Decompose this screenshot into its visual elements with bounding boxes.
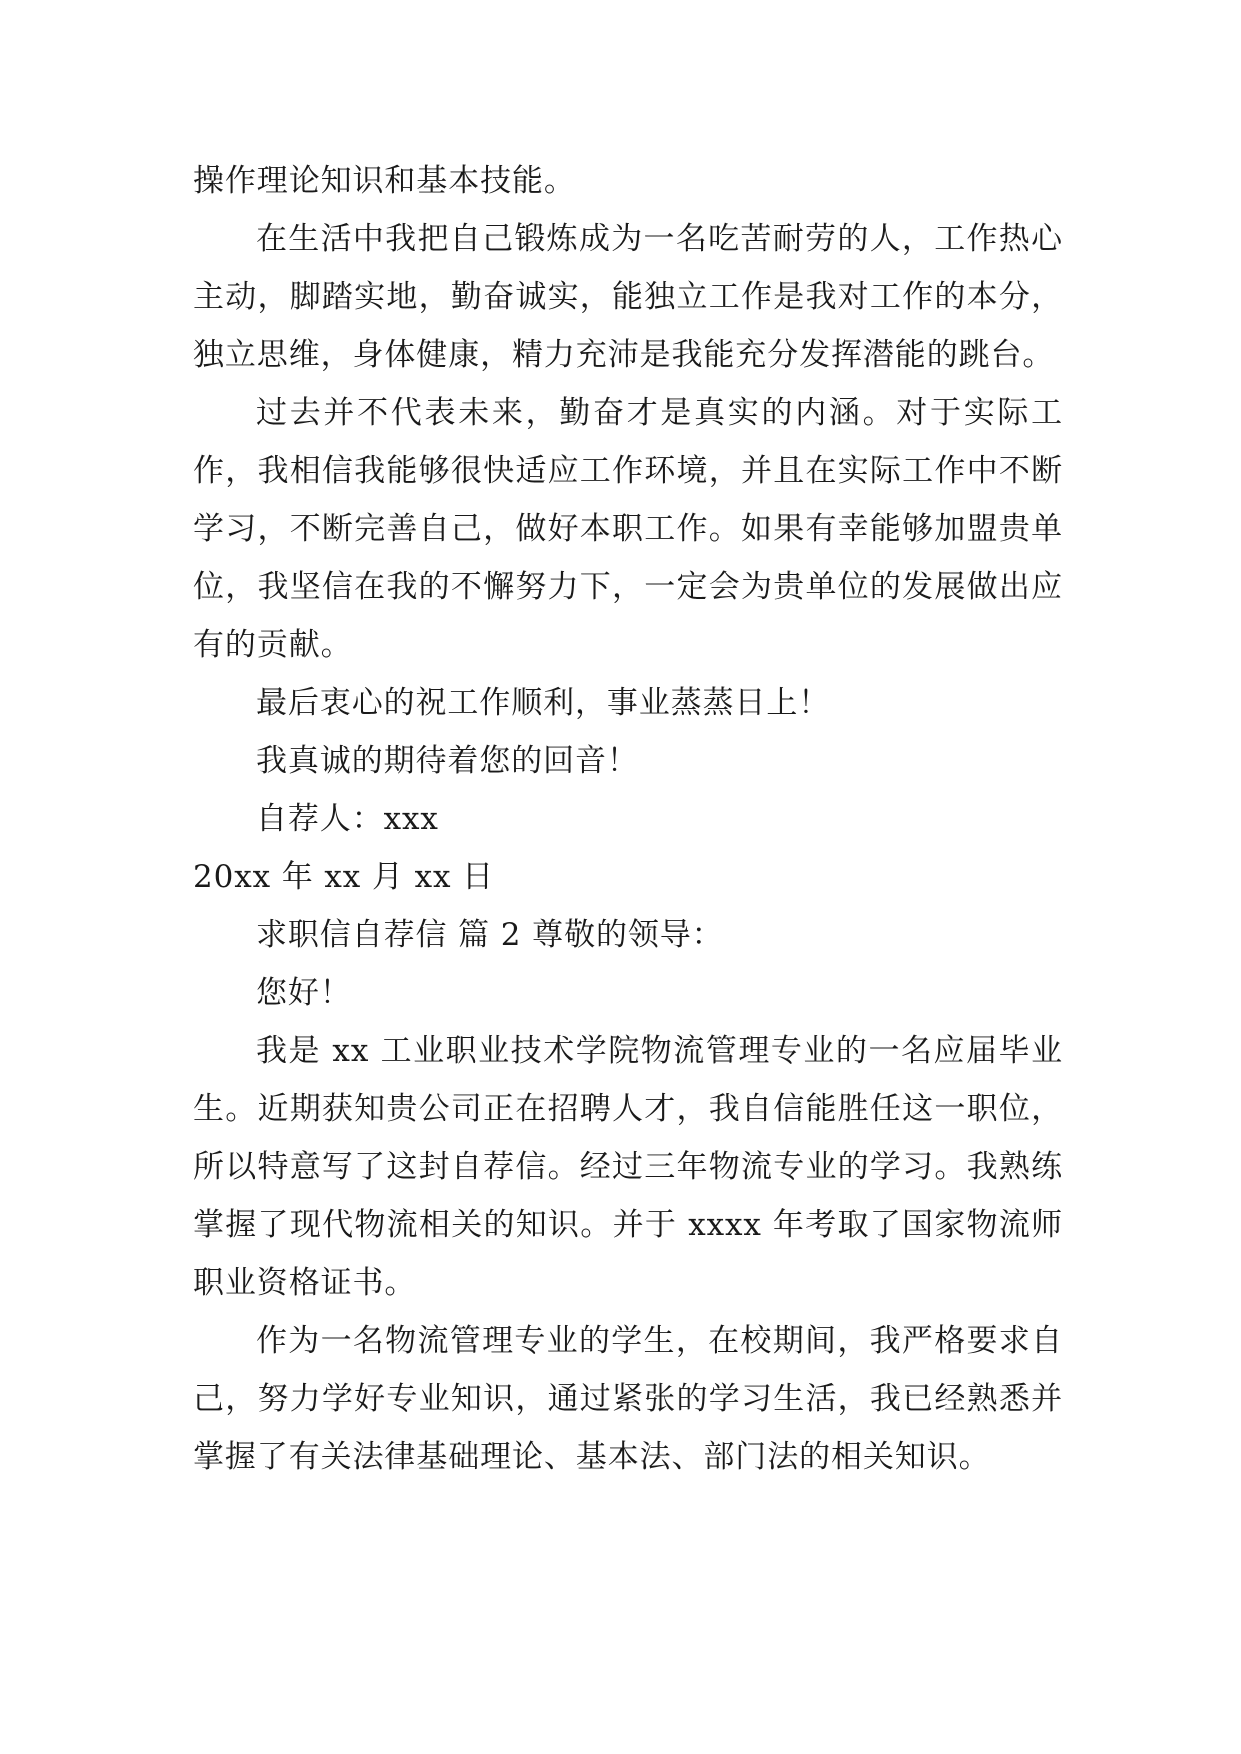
closing-expectation: 我真诚的期待着您的回音！ (256, 743, 639, 779)
signature-line: 自荐人：xxx (256, 801, 439, 837)
paragraph-1: 操作理论知识和基本技能。 (193, 163, 576, 199)
greeting: 您好！ (256, 975, 352, 1011)
date-line: 20xx 年 xx 月 xx 日 (193, 859, 495, 895)
paragraph-3: 过去并不代表未来，勤奋才是真实的内涵。对于实际工作，我相信我能够很快适应工作环境，并且在实际工作中不断学习，不断完善自己，做好本职工作。如果有幸能够加盟贵单位，我坚信在我的不懈努力下，一定会为贵单位的发展做出应有的贡献。 (193, 395, 1063, 663)
letter-body (193, 152, 1063, 1486)
closing-wish: 最后衷心的祝工作顺利，事业蒸蒸日上！ (256, 685, 831, 721)
paragraph-2: 在生活中我把自己锻炼成为一名吃苦耐劳的人，工作热心主动，脚踏实地，勤奋诚实，能独立工作是我对工作的本分，独立思维，身体健康，精力充沛是我能充分发挥潜能的跳台。 (193, 221, 1063, 373)
paragraph-study: 作为一名物流管理专业的学生，在校期间，我严格要求自己，努力学好专业知识，通过紧张的学习生活，我已经熟悉并掌握了有关法律基础理论、基本法、部门法的相关知识。 (193, 1323, 1063, 1475)
paragraph-introduction: 我是 xx 工业职业技术学院物流管理专业的一名应届毕业生。近期获知贵公司正在招聘人才，我自信能胜任这一职位，所以特意写了这封自荐信。经过三年物流专业的学习。我熟练掌握了现代物流相关的知识。并于 xxxx 年考取了国家物流师职业资格证书。 (193, 1033, 1063, 1301)
section-heading-letter-2: 求职信自荐信 篇 2 尊敬的领导： (256, 917, 724, 953)
